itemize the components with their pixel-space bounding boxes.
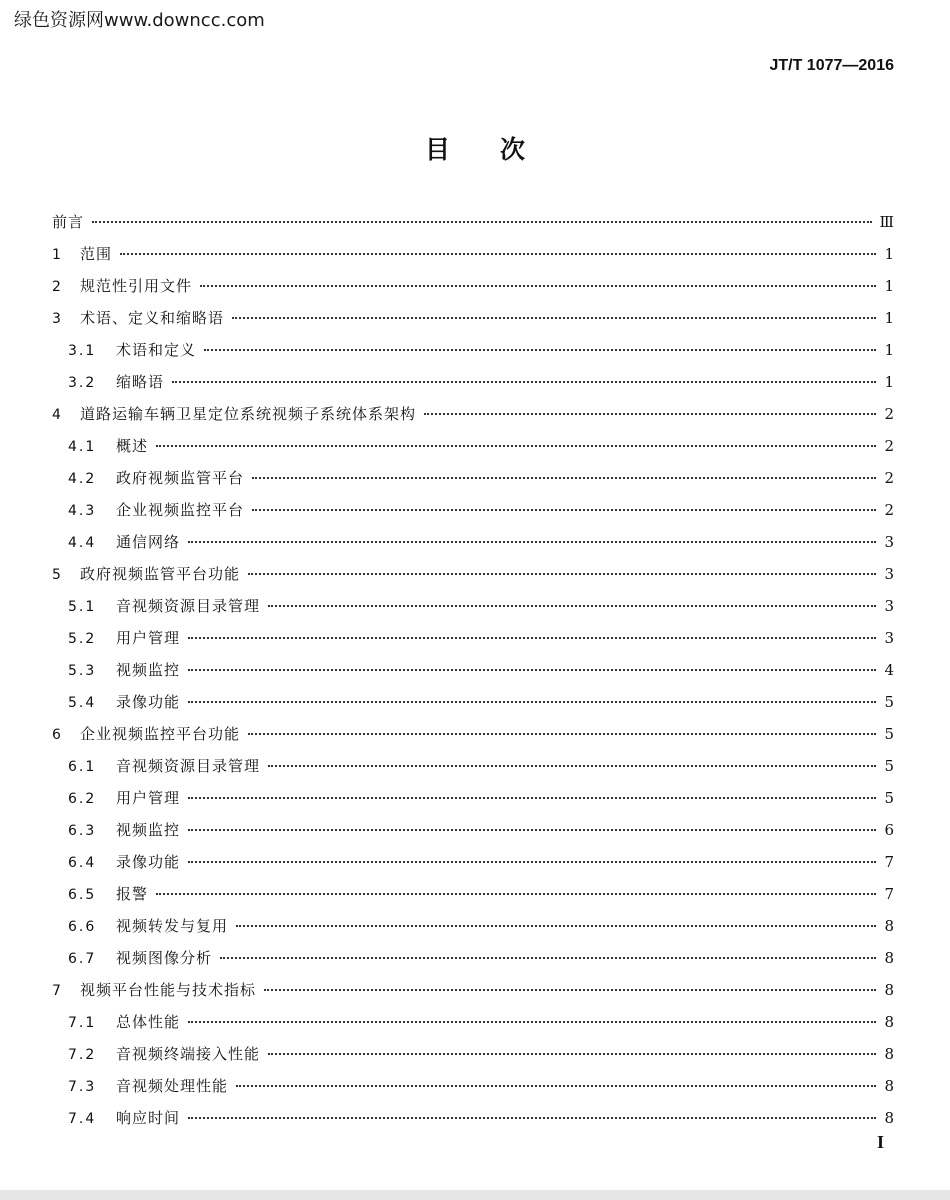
toc-entry-title: 总体性能 bbox=[116, 1013, 181, 1031]
toc-entry-page: 2 bbox=[884, 437, 894, 455]
toc-entry-title: 报警 bbox=[116, 885, 149, 903]
toc-dot-leader bbox=[188, 1021, 876, 1023]
toc-entry-number: 7.4 bbox=[68, 1111, 97, 1127]
toc-dot-leader bbox=[252, 509, 876, 511]
toc-dot-leader bbox=[268, 1053, 876, 1055]
toc-entry-title: 视频监控 bbox=[116, 821, 181, 839]
toc-entry[interactable] bbox=[52, 334, 894, 366]
toc-entry[interactable] bbox=[52, 814, 894, 846]
toc-entry-title: 用户管理 bbox=[116, 789, 181, 807]
toc-entry[interactable] bbox=[52, 462, 894, 494]
toc-entry[interactable] bbox=[52, 942, 894, 974]
toc-entry-title: 规范性引用文件 bbox=[80, 277, 193, 295]
toc-dot-leader bbox=[188, 1117, 876, 1119]
toc-entry[interactable] bbox=[52, 782, 894, 814]
toc-dot-leader bbox=[424, 413, 876, 415]
toc-entry[interactable] bbox=[52, 398, 894, 430]
toc-entry-number: 5.1 bbox=[68, 599, 97, 615]
toc-entry-title: 术语、定义和缩略语 bbox=[80, 309, 225, 327]
toc-dot-leader bbox=[188, 829, 876, 831]
toc-entry-title: 录像功能 bbox=[116, 853, 181, 871]
toc-entry-number: 5 bbox=[52, 567, 61, 583]
toc-dot-leader bbox=[236, 925, 876, 927]
toc-entry-title: 视频平台性能与技术指标 bbox=[80, 981, 257, 999]
toc-entry-number: 6.3 bbox=[68, 823, 97, 839]
page-title: 目次 bbox=[424, 135, 575, 164]
toc-entry-title: 企业视频监控平台功能 bbox=[80, 725, 241, 743]
toc-dot-leader bbox=[248, 573, 876, 575]
toc-entry[interactable] bbox=[52, 1102, 894, 1134]
toc-entry-page: 1 bbox=[884, 245, 894, 263]
toc-entry-page: 1 bbox=[884, 373, 894, 391]
toc-dot-leader bbox=[188, 861, 876, 863]
toc-entry-page: 7 bbox=[884, 885, 894, 903]
toc-entry-number: 7.3 bbox=[68, 1079, 97, 1095]
toc-entry-number: 6.6 bbox=[68, 919, 97, 935]
toc-entry-page: 8 bbox=[884, 1045, 894, 1063]
toc-entry-number: 6 bbox=[52, 727, 61, 743]
toc-entry-page: 3 bbox=[884, 533, 894, 551]
toc-entry-page: 2 bbox=[884, 469, 894, 487]
toc-entry-number: 5.3 bbox=[68, 663, 97, 679]
toc-entry-page: 2 bbox=[884, 405, 894, 423]
toc-entry-page: 8 bbox=[884, 917, 894, 935]
toc-entry-page: 5 bbox=[884, 757, 894, 775]
toc-entry-page: 7 bbox=[884, 853, 894, 871]
toc-entry-title: 政府视频监管平台 bbox=[116, 469, 245, 487]
toc-entry-title: 音视频处理性能 bbox=[116, 1077, 229, 1095]
toc-entry-page: 6 bbox=[884, 821, 894, 839]
toc-entry[interactable] bbox=[52, 622, 894, 654]
toc-entry-number: 4.3 bbox=[68, 503, 97, 519]
toc-entry-title: 范围 bbox=[80, 245, 113, 263]
toc-entry[interactable] bbox=[52, 206, 894, 238]
toc-entry-number: 5.4 bbox=[68, 695, 97, 711]
toc-entry[interactable] bbox=[52, 238, 894, 270]
toc-entry[interactable] bbox=[52, 974, 894, 1006]
toc-entry-number: 6.4 bbox=[68, 855, 97, 871]
toc-entry[interactable] bbox=[52, 654, 894, 686]
toc-entry-number: 2 bbox=[52, 279, 61, 295]
toc-dot-leader bbox=[232, 317, 876, 319]
toc-entry-title: 术语和定义 bbox=[116, 341, 197, 359]
toc-entry[interactable] bbox=[52, 526, 894, 558]
toc-entry-page: 2 bbox=[884, 501, 894, 519]
toc-entry[interactable] bbox=[52, 1006, 894, 1038]
toc-entry[interactable] bbox=[52, 1038, 894, 1070]
toc-entry[interactable] bbox=[52, 590, 894, 622]
toc-entry[interactable] bbox=[52, 846, 894, 878]
table-of-contents bbox=[52, 206, 894, 1134]
toc-entry-number: 3.2 bbox=[68, 375, 97, 391]
toc-entry-title: 响应时间 bbox=[116, 1109, 181, 1127]
page-bottom-edge bbox=[0, 1190, 950, 1200]
toc-entry-number: 6.5 bbox=[68, 887, 97, 903]
toc-entry-title: 通信网络 bbox=[116, 533, 181, 551]
toc-entry-title: 缩略语 bbox=[116, 373, 165, 391]
toc-entry-page: Ⅲ bbox=[879, 213, 894, 231]
toc-entry[interactable] bbox=[52, 1070, 894, 1102]
toc-entry-number: 7.1 bbox=[68, 1015, 97, 1031]
toc-entry-number: 4.2 bbox=[68, 471, 97, 487]
toc-entry-page: 8 bbox=[884, 1013, 894, 1031]
toc-entry[interactable] bbox=[52, 366, 894, 398]
toc-entry-page: 8 bbox=[884, 1077, 894, 1095]
toc-entry-page: 3 bbox=[884, 565, 894, 583]
toc-entry-title: 前言 bbox=[52, 213, 85, 231]
toc-entry-number: 7.2 bbox=[68, 1047, 97, 1063]
toc-entry-page: 3 bbox=[884, 629, 894, 647]
toc-dot-leader bbox=[188, 797, 876, 799]
toc-entry-page: 1 bbox=[884, 277, 894, 295]
toc-entry-page: 5 bbox=[884, 725, 894, 743]
toc-dot-leader bbox=[156, 445, 876, 447]
toc-dot-leader bbox=[188, 637, 876, 639]
toc-entry-number: 3.1 bbox=[68, 343, 97, 359]
toc-entry-title: 视频图像分析 bbox=[116, 949, 213, 967]
toc-entry[interactable] bbox=[52, 558, 894, 590]
toc-dot-leader bbox=[248, 733, 876, 735]
toc-entry-page: 5 bbox=[884, 789, 894, 807]
toc-entry-title: 录像功能 bbox=[116, 693, 181, 711]
toc-entry-title: 视频监控 bbox=[116, 661, 181, 679]
standard-code: JT/T 1077—2016 bbox=[769, 57, 894, 74]
toc-entry-title: 视频转发与复用 bbox=[116, 917, 229, 935]
toc-dot-leader bbox=[268, 605, 876, 607]
toc-entry-number: 3 bbox=[52, 311, 61, 327]
page-number: I bbox=[876, 1132, 884, 1152]
toc-entry[interactable] bbox=[52, 910, 894, 942]
toc-dot-leader bbox=[236, 1085, 876, 1087]
toc-entry-page: 1 bbox=[884, 341, 894, 359]
toc-dot-leader bbox=[268, 765, 876, 767]
toc-entry-number: 4.1 bbox=[68, 439, 97, 455]
toc-entry-number: 4 bbox=[52, 407, 61, 423]
toc-entry-title: 音视频资源目录管理 bbox=[116, 757, 261, 775]
toc-dot-leader bbox=[264, 989, 876, 991]
toc-entry-number: 4.4 bbox=[68, 535, 97, 551]
toc-entry-title: 音视频资源目录管理 bbox=[116, 597, 261, 615]
toc-entry-page: 8 bbox=[884, 981, 894, 999]
toc-entry-title: 企业视频监控平台 bbox=[116, 501, 245, 519]
toc-entry-title: 道路运输车辆卫星定位系统视频子系统体系架构 bbox=[80, 405, 417, 423]
toc-entry-number: 5.2 bbox=[68, 631, 97, 647]
toc-entry-page: 5 bbox=[884, 693, 894, 711]
toc-entry[interactable] bbox=[52, 494, 894, 526]
toc-entry[interactable] bbox=[52, 878, 894, 910]
toc-dot-leader bbox=[120, 253, 876, 255]
toc-dot-leader bbox=[92, 221, 872, 223]
toc-dot-leader bbox=[172, 381, 876, 383]
toc-dot-leader bbox=[156, 893, 876, 895]
toc-entry-title: 政府视频监管平台功能 bbox=[80, 565, 241, 583]
toc-entry-title: 音视频终端接入性能 bbox=[116, 1045, 261, 1063]
toc-entry-number: 6.2 bbox=[68, 791, 97, 807]
toc-entry-number: 6.1 bbox=[68, 759, 97, 775]
toc-dot-leader bbox=[188, 701, 876, 703]
toc-entry-title: 概述 bbox=[116, 437, 149, 455]
toc-entry[interactable] bbox=[52, 430, 894, 462]
toc-entry[interactable] bbox=[52, 270, 894, 302]
toc-dot-leader bbox=[252, 477, 876, 479]
toc-entry-page: 8 bbox=[884, 1109, 894, 1127]
toc-entry[interactable] bbox=[52, 718, 894, 750]
site-watermark: 绿色资源网www.downcc.com bbox=[14, 10, 265, 31]
toc-entry-page: 8 bbox=[884, 949, 894, 967]
toc-dot-leader bbox=[204, 349, 876, 351]
toc-dot-leader bbox=[220, 957, 876, 959]
toc-entry-number: 6.7 bbox=[68, 951, 97, 967]
toc-entry-title: 用户管理 bbox=[116, 629, 181, 647]
toc-dot-leader bbox=[188, 541, 876, 543]
toc-entry-page: 3 bbox=[884, 597, 894, 615]
toc-dot-leader bbox=[200, 285, 876, 287]
toc-entry-page: 1 bbox=[884, 309, 894, 327]
toc-entry[interactable] bbox=[52, 302, 894, 334]
toc-entry-page: 4 bbox=[884, 661, 894, 679]
toc-dot-leader bbox=[188, 669, 876, 671]
toc-entry-number: 1 bbox=[52, 247, 61, 263]
toc-entry[interactable] bbox=[52, 750, 894, 782]
toc-entry[interactable] bbox=[52, 686, 894, 718]
toc-entry-number: 7 bbox=[52, 983, 61, 999]
